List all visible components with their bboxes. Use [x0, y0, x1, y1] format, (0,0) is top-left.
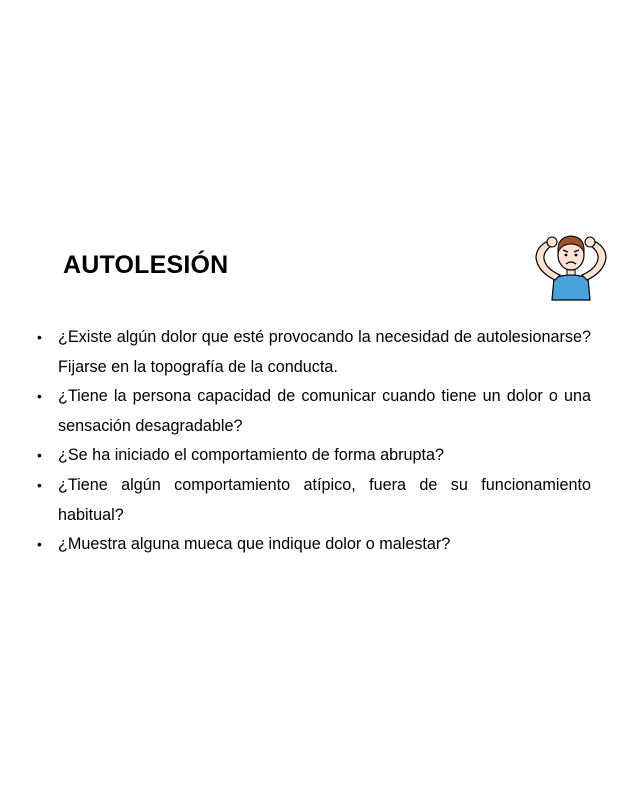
question-list [34, 323, 591, 560]
list-item [34, 441, 591, 471]
list-item [34, 530, 591, 560]
list-item-text: ¿Muestra alguna mueca que indique dolor o malestar? [58, 535, 451, 554]
bullet-glyph: • [37, 447, 42, 464]
list-item-text: ¿Se ha iniciado el comportamiento de forma abrupta? [58, 446, 445, 465]
list-item [34, 382, 591, 441]
list-item-text: ¿Existe algún dolor que esté provocando la necesidad de autolesionarse? Fijarse en la topografía de la conducta. [58, 328, 591, 376]
child-hands-on-head-icon [530, 220, 612, 302]
bullet-glyph: • [37, 388, 42, 405]
list-item [34, 323, 591, 382]
bullet-glyph: • [37, 329, 42, 345]
bullet-glyph: • [37, 476, 42, 493]
bullet-glyph: • [37, 536, 42, 553]
list-item-text: ¿Tiene algún comportamiento atípico, fuera de su funcionamiento habitual? [58, 475, 591, 524]
page-title: AUTOLESIÓN [63, 251, 229, 279]
list-item [34, 471, 591, 530]
list-item-text: ¿Tiene la persona capacidad de comunicar cuando tiene un dolor o una sensación desagradable? [58, 387, 591, 435]
